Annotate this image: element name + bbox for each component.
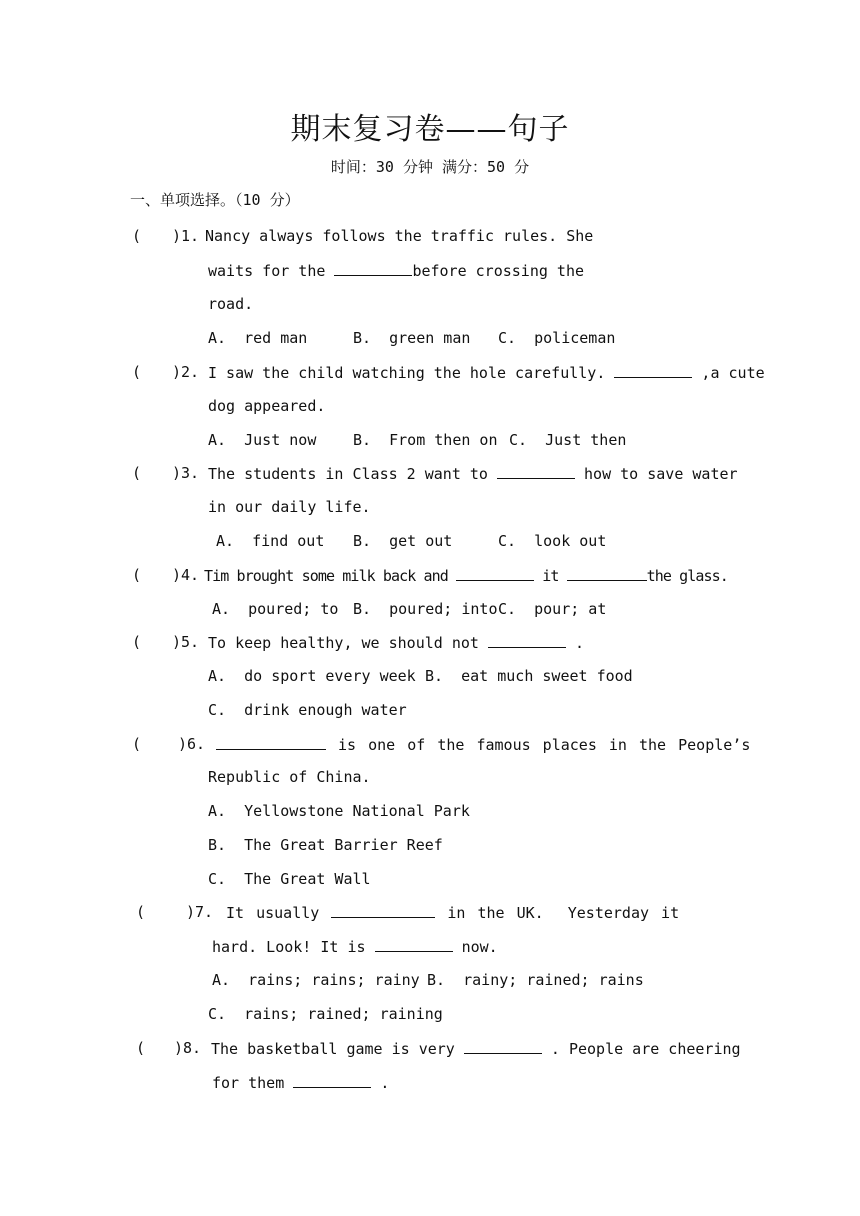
question-number: )6. bbox=[178, 735, 206, 753]
question-text: I saw the child watching the hole carefully. bbox=[208, 364, 606, 382]
question-text: It usually bbox=[226, 904, 320, 922]
answer-blank[interactable] bbox=[497, 463, 575, 479]
question-text: waits for the bbox=[208, 262, 326, 280]
question-number: )8. bbox=[174, 1039, 202, 1057]
question-text: Tim brought some milk back and bbox=[204, 567, 448, 585]
answer-blank[interactable] bbox=[614, 362, 692, 378]
option-c[interactable]: C. drink enough water bbox=[208, 701, 407, 719]
option-b[interactable]: B. eat much sweet food bbox=[425, 667, 633, 685]
answer-bracket[interactable]: ( bbox=[132, 363, 142, 381]
option-c[interactable]: C. rains; rained; raining bbox=[208, 1005, 443, 1023]
question-text: before crossing the bbox=[412, 262, 585, 280]
question-number: )3. bbox=[172, 464, 200, 482]
question-text: Nancy always follows the traffic rules. She bbox=[205, 227, 594, 245]
question-text: in our daily life. bbox=[208, 498, 371, 516]
option-a[interactable]: A. poured; to bbox=[212, 600, 339, 618]
question-text: ,a cute bbox=[701, 364, 765, 382]
option-a[interactable]: A. Just now bbox=[208, 431, 317, 449]
option-c[interactable]: C. look out bbox=[498, 532, 607, 550]
answer-blank[interactable] bbox=[488, 632, 566, 648]
answer-blank[interactable] bbox=[456, 565, 534, 581]
section-heading: 一、单项选择。（10 分） bbox=[130, 191, 300, 209]
question-text: how to save water bbox=[584, 465, 738, 483]
question-text: Republic of China. bbox=[208, 768, 371, 786]
option-b[interactable]: B. get out bbox=[353, 532, 453, 550]
answer-blank[interactable] bbox=[216, 734, 326, 750]
question-number: )5. bbox=[172, 633, 200, 651]
answer-bracket[interactable]: ( bbox=[132, 227, 142, 245]
answer-bracket[interactable]: ( bbox=[132, 566, 142, 584]
option-b[interactable]: B. The Great Barrier Reef bbox=[208, 836, 443, 854]
question-text: . bbox=[380, 1074, 390, 1092]
question-text: The basketball game is very bbox=[211, 1040, 455, 1058]
question-text: now. bbox=[461, 938, 498, 956]
question-text: . bbox=[575, 634, 585, 652]
question-text: the glass. bbox=[646, 567, 728, 585]
answer-blank[interactable] bbox=[464, 1038, 542, 1054]
question-text: To keep healthy, we should not bbox=[208, 634, 479, 652]
answer-bracket[interactable]: ( bbox=[132, 633, 142, 651]
question-text: road. bbox=[208, 295, 254, 313]
option-c[interactable]: C. pour; at bbox=[498, 600, 607, 618]
answer-blank[interactable] bbox=[334, 260, 412, 276]
question-text: The students in Class 2 want to bbox=[208, 465, 488, 483]
answer-bracket[interactable]: ( bbox=[132, 464, 142, 482]
question-text: . People are cheering bbox=[550, 1040, 741, 1058]
question-text: for them bbox=[212, 1074, 285, 1092]
option-a[interactable]: A. Yellowstone National Park bbox=[208, 802, 470, 820]
option-b[interactable]: B. From then on bbox=[353, 431, 498, 449]
question-number: )7. bbox=[186, 903, 214, 921]
page-title: 期末复习卷——句子 bbox=[290, 112, 570, 147]
option-b[interactable]: B. rainy; rained; rains bbox=[427, 971, 644, 989]
option-a[interactable]: A. rains; rains; rainy bbox=[212, 971, 420, 989]
option-a[interactable]: A. find out bbox=[216, 532, 325, 550]
answer-bracket[interactable]: ( bbox=[136, 903, 146, 921]
question-number: )1. bbox=[172, 227, 200, 245]
option-b[interactable]: B. poured; into bbox=[353, 600, 498, 618]
answer-blank[interactable] bbox=[331, 902, 435, 918]
answer-blank[interactable] bbox=[293, 1072, 371, 1088]
question-number: )2. bbox=[172, 363, 200, 381]
option-a[interactable]: A. do sport every week bbox=[208, 667, 416, 685]
answer-bracket[interactable]: ( bbox=[136, 1039, 146, 1057]
exam-time-score: 时间：30 分钟 满分：50 分 bbox=[330, 158, 530, 176]
answer-blank[interactable] bbox=[567, 565, 647, 581]
question-text: dog appeared. bbox=[208, 397, 326, 415]
option-c[interactable]: C. policeman bbox=[498, 329, 616, 347]
question-text: hard. Look! It is bbox=[212, 938, 366, 956]
question-text: is one of the famous places in the People’s bbox=[338, 736, 751, 754]
option-b[interactable]: B. green man bbox=[353, 329, 471, 347]
answer-bracket[interactable]: ( bbox=[132, 735, 142, 753]
option-c[interactable]: C. The Great Wall bbox=[208, 870, 371, 888]
option-a[interactable]: A. red man bbox=[208, 329, 308, 347]
answer-blank[interactable] bbox=[375, 936, 453, 952]
question-text: in the UK. Yesterday it bbox=[447, 904, 680, 922]
question-number: )4. bbox=[172, 566, 200, 584]
option-c[interactable]: C. Just then bbox=[509, 431, 627, 449]
question-text: it bbox=[542, 567, 559, 585]
